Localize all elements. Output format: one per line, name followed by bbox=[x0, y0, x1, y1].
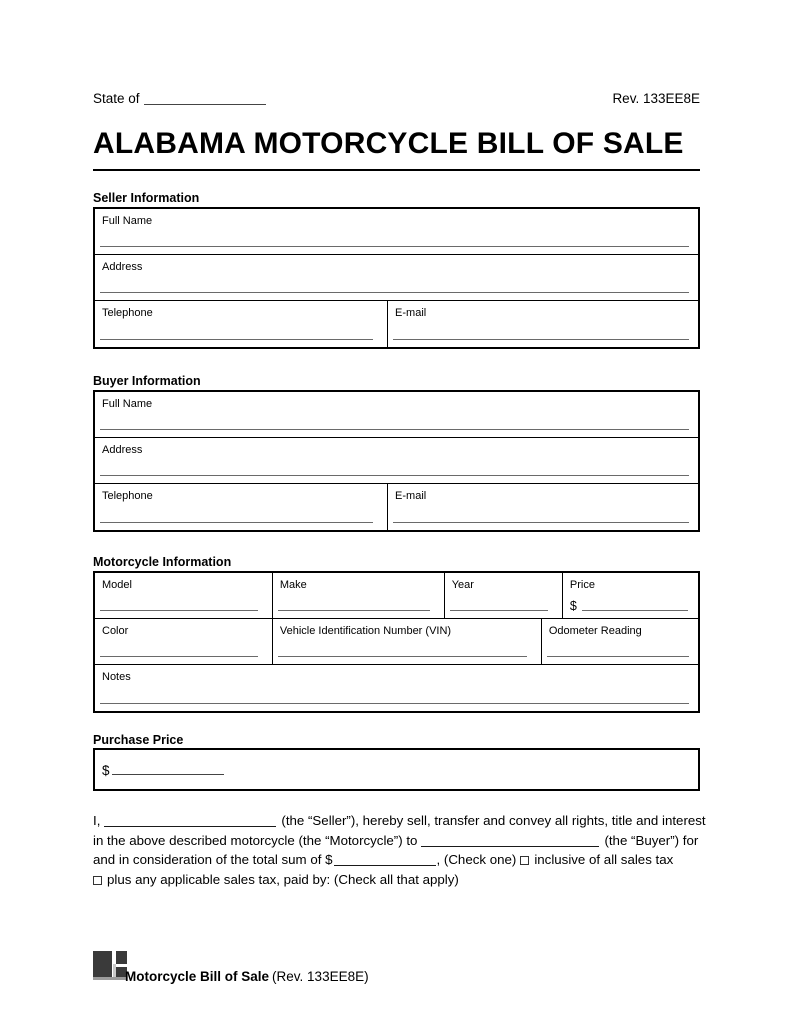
motorcycle-notes-row bbox=[95, 665, 698, 711]
state-of-input[interactable] bbox=[144, 92, 266, 105]
buyer-section-heading: Buyer Information bbox=[93, 374, 201, 388]
motorcycle-odometer-label: Odometer Reading bbox=[548, 625, 642, 637]
motorcycle-row-1 bbox=[95, 573, 698, 619]
buyer-telephone-cell bbox=[95, 484, 388, 530]
motorcycle-notes-label: Notes bbox=[102, 671, 131, 683]
buyer-address-input[interactable] bbox=[100, 475, 689, 476]
motorcycle-info-box bbox=[93, 571, 700, 713]
agreement-paragraph bbox=[93, 811, 706, 890]
seller-full-name-input[interactable] bbox=[100, 246, 689, 247]
motorcycle-color-cell bbox=[95, 619, 273, 664]
motorcycle-price-label: Price bbox=[569, 579, 595, 591]
buyer-email-label: E-mail bbox=[395, 490, 427, 502]
document-page bbox=[93, 0, 706, 988]
motorcycle-year-input[interactable] bbox=[450, 610, 548, 611]
price-currency-symbol: $ bbox=[569, 599, 577, 613]
buyer-email-input[interactable] bbox=[393, 522, 689, 523]
inclusive-sales-tax-checkbox[interactable] bbox=[520, 856, 529, 865]
seller-address-row bbox=[95, 255, 698, 301]
title-rule bbox=[93, 169, 700, 171]
motorcycle-year-label: Year bbox=[451, 579, 474, 591]
agreement-line-4 bbox=[93, 870, 700, 890]
purchase-currency-symbol: $ bbox=[102, 763, 110, 778]
footer bbox=[93, 948, 700, 988]
motorcycle-model-input[interactable] bbox=[100, 610, 258, 611]
motorcycle-odometer-input[interactable] bbox=[547, 656, 689, 657]
motorcycle-odometer-cell bbox=[542, 619, 698, 664]
buyer-info-box bbox=[93, 390, 700, 532]
buyer-full-name-row bbox=[95, 392, 698, 438]
seller-telephone-label: Telephone bbox=[102, 307, 153, 319]
legaltemplates-logo-icon bbox=[93, 948, 127, 988]
footer-text bbox=[125, 969, 369, 988]
motorcycle-color-label: Color bbox=[102, 625, 129, 637]
motorcycle-price-input[interactable] bbox=[582, 610, 688, 611]
page-title: ALABAMA MOTORCYCLE BILL OF SALE bbox=[93, 127, 684, 160]
revision-code: Rev. 133EE8E bbox=[612, 91, 700, 106]
plus-sales-tax-label: plus any applicable sales tax, paid by: (Check all that apply) bbox=[107, 872, 459, 888]
agreement-buyer-name-input[interactable] bbox=[421, 834, 599, 847]
seller-telephone-input[interactable] bbox=[100, 339, 373, 340]
motorcycle-year-cell bbox=[445, 573, 563, 618]
agreement-total-sum-input[interactable] bbox=[334, 853, 436, 866]
buyer-telephone-input[interactable] bbox=[100, 522, 373, 523]
agreement-line1-post: (the “Seller”), hereby sell, transfer and convey all rights, title and interest bbox=[281, 813, 706, 828]
buyer-contact-row bbox=[95, 484, 698, 530]
state-of-label: State of bbox=[93, 91, 140, 106]
seller-address-input[interactable] bbox=[100, 292, 689, 293]
agreement-line-3 bbox=[93, 850, 700, 870]
motorcycle-price-cell bbox=[563, 573, 698, 618]
motorcycle-model-cell bbox=[95, 573, 273, 618]
motorcycle-color-input[interactable] bbox=[100, 656, 258, 657]
buyer-address-label: Address bbox=[102, 444, 143, 456]
buyer-address-row bbox=[95, 438, 698, 484]
purchase-price-input[interactable] bbox=[112, 774, 224, 775]
buyer-full-name-input[interactable] bbox=[100, 429, 689, 430]
motorcycle-make-input[interactable] bbox=[278, 610, 430, 611]
motorcycle-make-cell bbox=[273, 573, 445, 618]
agreement-line2-pre: in the above described motorcycle (the “Motorcycle”) to bbox=[93, 832, 418, 848]
seller-full-name-row bbox=[95, 209, 698, 255]
state-of-line bbox=[93, 91, 266, 106]
seller-email-label: E-mail bbox=[395, 307, 427, 319]
agreement-line3-pre: and in consideration of the total sum of $ bbox=[93, 852, 333, 868]
agreement-line1-pre: I, bbox=[93, 813, 101, 828]
seller-full-name-label: Full Name bbox=[102, 215, 153, 227]
seller-email-cell bbox=[388, 301, 698, 347]
agreement-line-2 bbox=[93, 831, 700, 851]
seller-info-box bbox=[93, 207, 700, 349]
top-row bbox=[93, 88, 700, 106]
purchase-price-heading: Purchase Price bbox=[93, 733, 184, 747]
seller-contact-row bbox=[95, 301, 698, 347]
buyer-email-cell bbox=[388, 484, 698, 530]
motorcycle-section-heading: Motorcycle Information bbox=[93, 555, 232, 569]
motorcycle-row-2 bbox=[95, 619, 698, 665]
agreement-line-1 bbox=[93, 811, 706, 831]
motorcycle-vin-cell bbox=[273, 619, 542, 664]
agreement-seller-name-input[interactable] bbox=[104, 814, 276, 827]
agreement-line2-post: (the “Buyer”) for bbox=[604, 832, 699, 848]
motorcycle-vin-input[interactable] bbox=[278, 656, 527, 657]
purchase-price-box bbox=[93, 748, 700, 791]
seller-address-label: Address bbox=[102, 261, 143, 273]
seller-email-input[interactable] bbox=[393, 339, 689, 340]
footer-revision: (Rev. 133EE8E) bbox=[272, 968, 369, 984]
motorcycle-make-label: Make bbox=[279, 579, 307, 591]
buyer-full-name-label: Full Name bbox=[102, 398, 153, 410]
motorcycle-vin-label: Vehicle Identification Number (VIN) bbox=[279, 625, 452, 637]
plus-sales-tax-checkbox[interactable] bbox=[93, 876, 102, 885]
seller-section-heading: Seller Information bbox=[93, 191, 200, 205]
motorcycle-model-label: Model bbox=[102, 579, 132, 591]
inclusive-sales-tax-label: inclusive of all sales tax bbox=[534, 852, 674, 868]
agreement-line3-mid: , (Check one) bbox=[436, 852, 517, 868]
motorcycle-notes-input[interactable] bbox=[100, 703, 689, 704]
buyer-telephone-label: Telephone bbox=[102, 490, 153, 502]
seller-telephone-cell bbox=[95, 301, 388, 347]
footer-doc-name: Motorcycle Bill of Sale bbox=[125, 968, 270, 984]
